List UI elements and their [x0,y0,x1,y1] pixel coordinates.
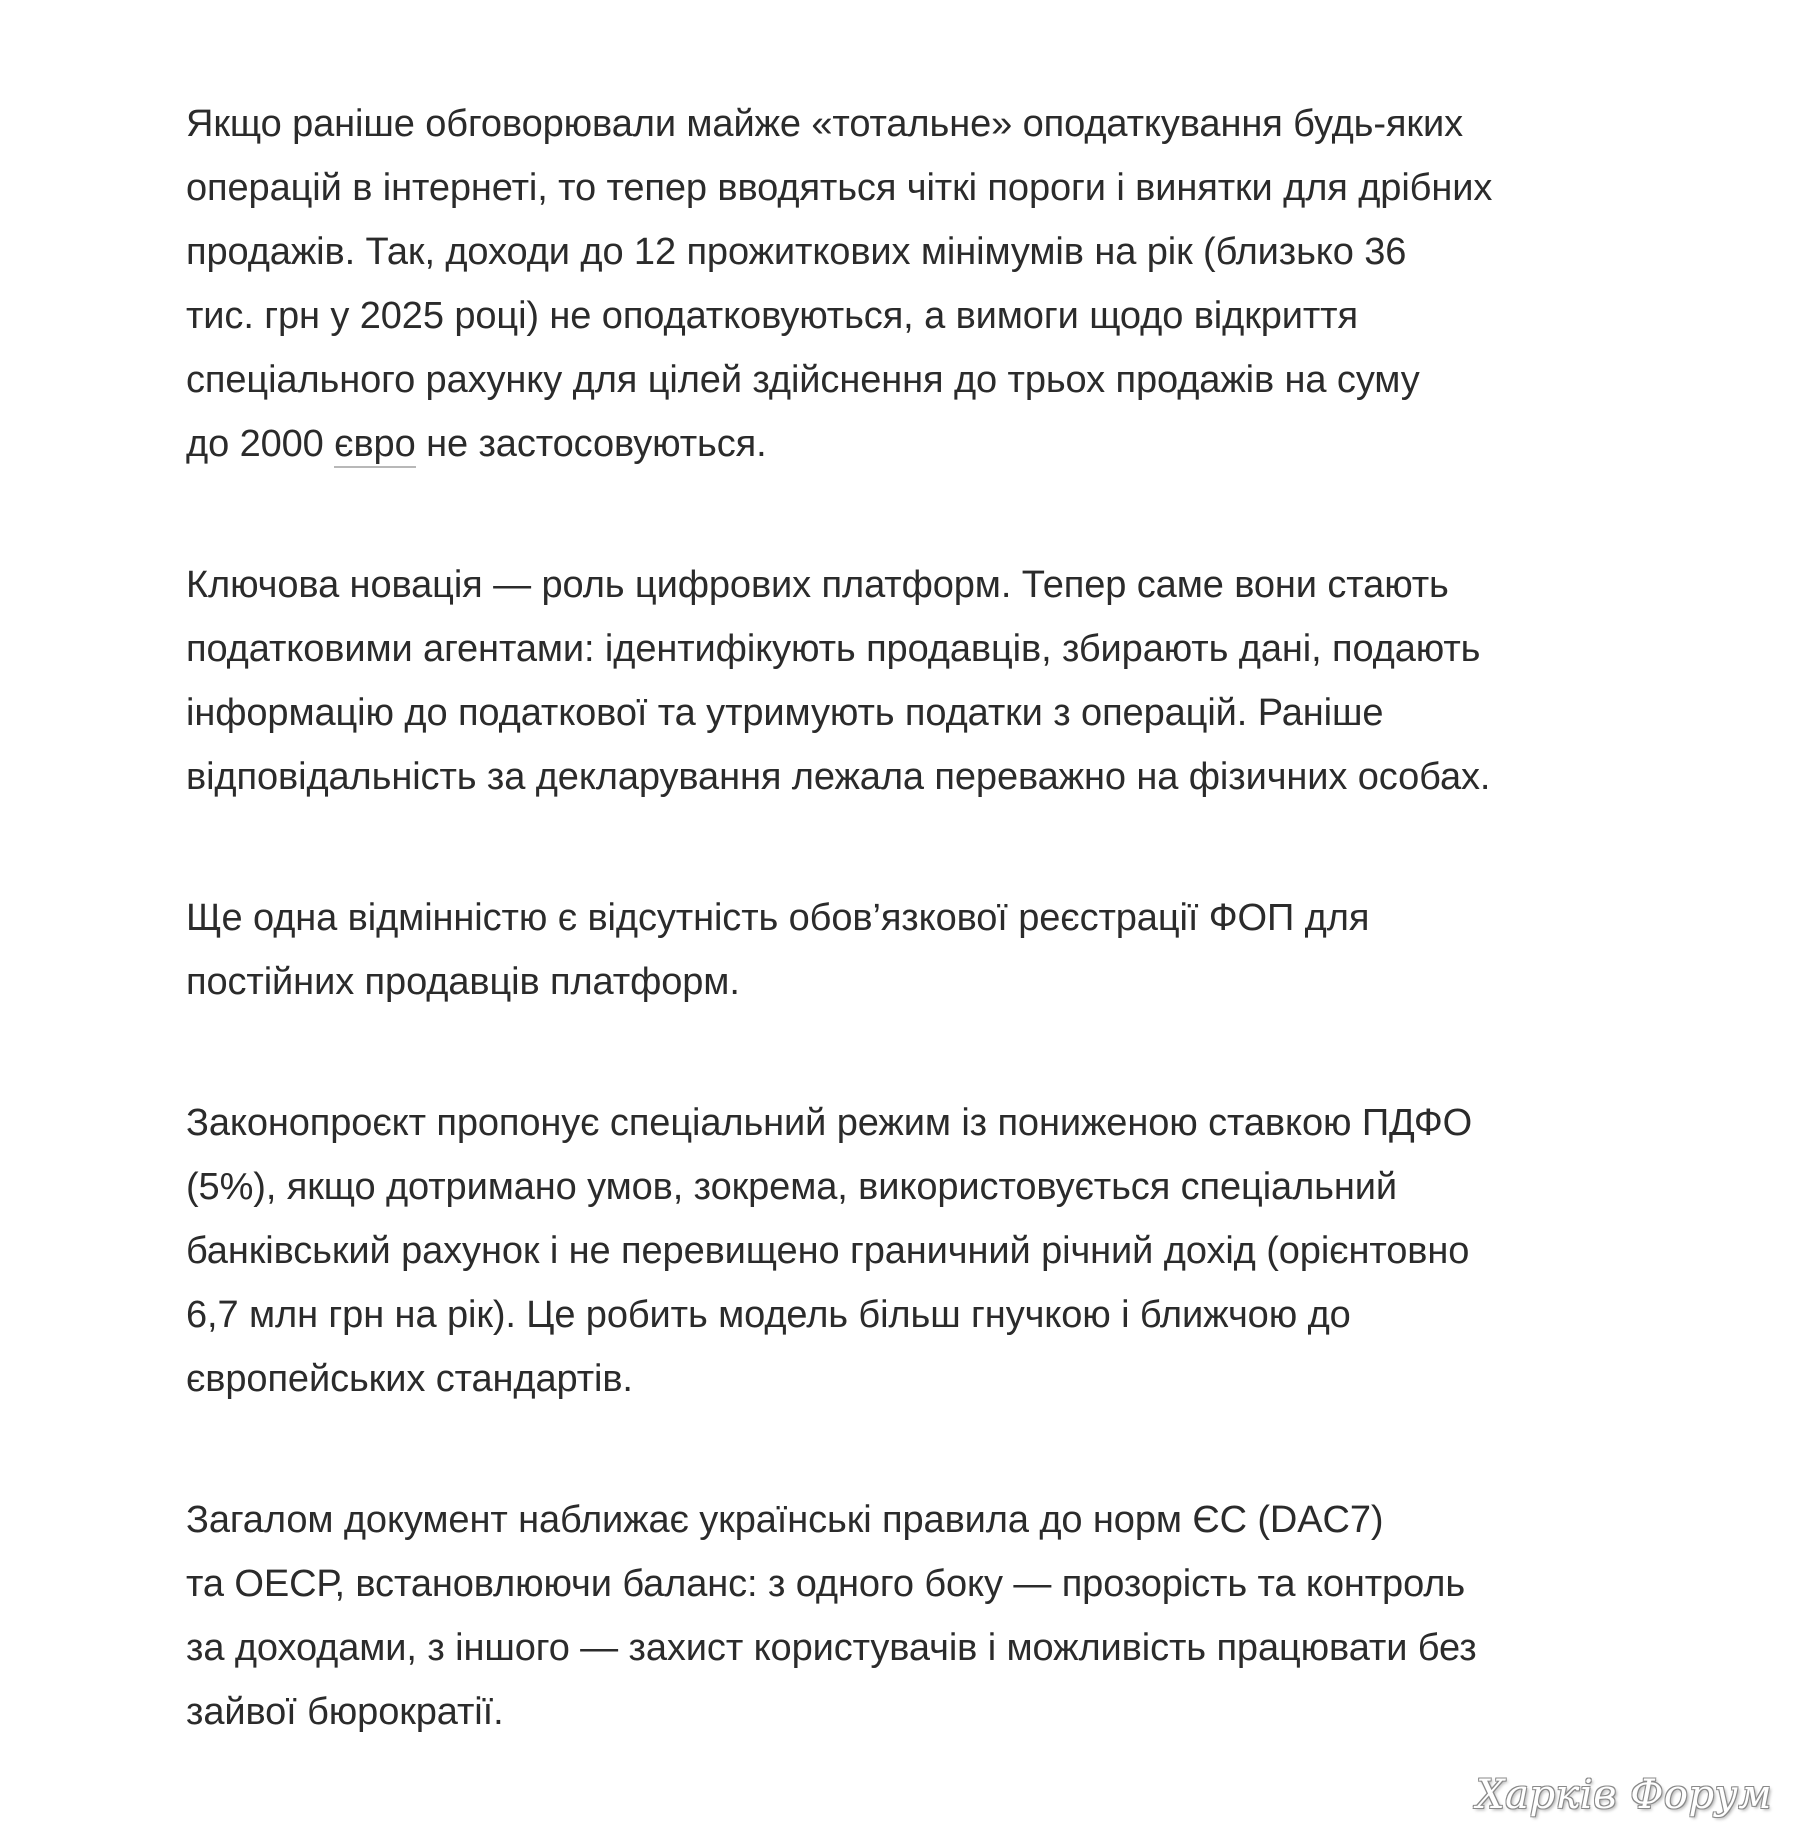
text-line: Ключова новація — роль цифрових платформ. Тепер саме вони стають [186,564,1449,606]
text-line: спеціального рахунку для цілей здійснення до трьох продажів на суму [186,359,1420,401]
text-line: за доходами, з іншого — захист користувачів і можливість працювати без [186,1627,1477,1669]
text-line: Законопроєкт пропонує спеціальний режим із пониженою ставкою ПДФО [186,1102,1473,1144]
article-body [186,92,1646,1821]
text-fragment: до 2000 [186,423,335,465]
paragraph-special-regime [186,1091,1646,1411]
text-line: відповідальність за декларування лежала переважно на фізичних особах. [186,756,1491,798]
text-line: європейських стандартів. [186,1358,633,1400]
text-line: тис. грн у 2025 році) не оподатковуються, а вимоги щодо відкриття [186,295,1358,337]
text-line: Ще одна відмінністю є відсутність обов’язкової реєстрації ФОП для [186,897,1370,939]
text-line: та ОЕСР, встановлюючи баланс: з одного боку — прозорість та контроль [186,1563,1466,1605]
text-line: продажів. Так, доходи до 12 прожиткових мінімумів на рік (близько 36 [186,231,1407,273]
euro-link[interactable]: євро [334,423,415,468]
text-fragment: не застосовуються. [415,423,767,465]
text-line: Загалом документ наближає українські правила до норм ЄС (DAC7) [186,1499,1384,1541]
text-line [186,412,1646,476]
text-line: зайвої бюрократії. [186,1691,504,1733]
text-line: (5%), якщо дотримано умов, зокрема, використовується спеціальний [186,1166,1397,1208]
text-line: Якщо раніше обговорювали майже «тотальне» оподаткування будь-яких [186,103,1463,145]
paragraph-fop [186,886,1646,1014]
text-line: 6,7 млн грн на рік). Це робить модель більш гнучкою і ближчою до [186,1294,1351,1336]
text-line: інформацію до податкової та утримують податки з операцій. Раніше [186,692,1384,734]
text-line: банківський рахунок і не перевищено граничний річний дохід (орієнтовно [186,1230,1470,1272]
watermark-logo: Харків Форум [1476,1772,1772,1818]
paragraph-platforms [186,553,1646,809]
paragraph-thresholds [186,92,1646,476]
text-line: постійних продавців платформ. [186,961,740,1003]
paragraph-conclusion [186,1488,1646,1744]
text-line: податковими агентами: ідентифікують продавців, збирають дані, подають [186,628,1481,670]
text-line: операцій в інтернеті, то тепер вводяться чіткі пороги і винятки для дрібних [186,167,1493,209]
